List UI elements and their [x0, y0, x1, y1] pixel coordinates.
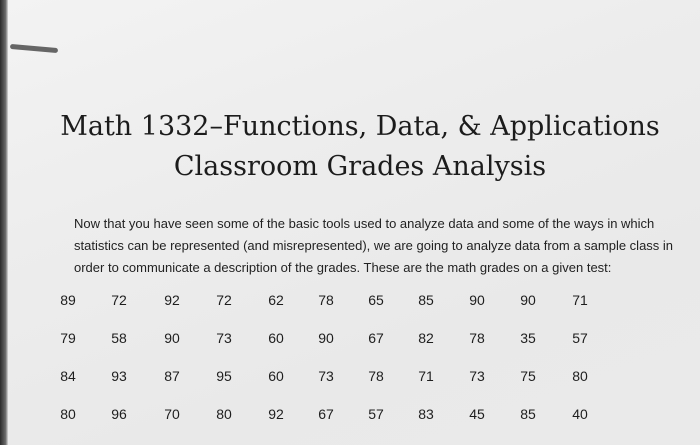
intro-line-3: order to communicate a description of the grades. These are the math grades on a given test: — [74, 260, 612, 275]
grade-cell: 90 — [164, 330, 180, 346]
grade-cell: 71 — [572, 292, 588, 308]
grade-cell: 62 — [268, 292, 284, 308]
grade-cell: 96 — [111, 406, 127, 422]
page-edge-shadow — [0, 0, 8, 445]
grade-cell: 80 — [572, 368, 588, 384]
intro-line-2: statistics can be represented (and misrepresented), we are going to analyze data from a sample class in — [74, 238, 674, 253]
grade-cell: 93 — [111, 368, 127, 384]
grades-table — [48, 292, 608, 444]
grade-cell: 72 — [216, 292, 232, 308]
grade-cell: 90 — [520, 292, 536, 308]
grade-cell: 89 — [60, 292, 76, 308]
grade-cell: 92 — [164, 292, 180, 308]
grade-row — [48, 330, 608, 368]
grade-cell: 85 — [520, 406, 536, 422]
grade-cell: 75 — [520, 368, 536, 384]
grade-cell: 45 — [469, 406, 485, 422]
grade-cell: 83 — [418, 406, 434, 422]
grade-cell: 35 — [520, 330, 536, 346]
grade-row — [48, 406, 608, 444]
grade-cell: 57 — [572, 330, 588, 346]
grade-row — [48, 292, 608, 330]
grade-cell: 80 — [60, 406, 76, 422]
grade-cell: 78 — [368, 368, 384, 384]
grade-cell: 84 — [60, 368, 76, 384]
grade-cell: 72 — [111, 292, 127, 308]
grade-cell: 71 — [418, 368, 434, 384]
grade-cell: 73 — [469, 368, 485, 384]
grade-cell: 95 — [216, 368, 232, 384]
grade-cell: 78 — [318, 292, 334, 308]
intro-paragraph — [74, 213, 700, 279]
grade-cell: 90 — [469, 292, 485, 308]
document-title: Math 1332–Functions, Data, & Applications — [60, 111, 660, 142]
grade-cell: 82 — [418, 330, 434, 346]
grade-cell: 58 — [111, 330, 127, 346]
grade-cell: 92 — [268, 406, 284, 422]
grade-cell: 87 — [164, 368, 180, 384]
grade-cell: 79 — [60, 330, 76, 346]
grade-cell: 73 — [216, 330, 232, 346]
grade-cell: 90 — [318, 330, 334, 346]
grade-cell: 60 — [268, 330, 284, 346]
grade-cell: 60 — [268, 368, 284, 384]
grade-cell: 65 — [368, 292, 384, 308]
grade-cell: 73 — [318, 368, 334, 384]
grade-cell: 40 — [572, 406, 588, 422]
grade-cell: 78 — [469, 330, 485, 346]
grade-cell: 80 — [216, 406, 232, 422]
grade-cell: 67 — [318, 406, 334, 422]
intro-line-1: Now that you have seen some of the basic tools used to analyze data and some of the ways in which — [74, 216, 655, 231]
document-subtitle: Classroom Grades Analysis — [173, 151, 547, 182]
grade-cell: 85 — [418, 292, 434, 308]
grade-cell: 70 — [164, 406, 180, 422]
grade-cell: 57 — [368, 406, 384, 422]
grade-cell: 67 — [368, 330, 384, 346]
grade-row — [48, 368, 608, 406]
